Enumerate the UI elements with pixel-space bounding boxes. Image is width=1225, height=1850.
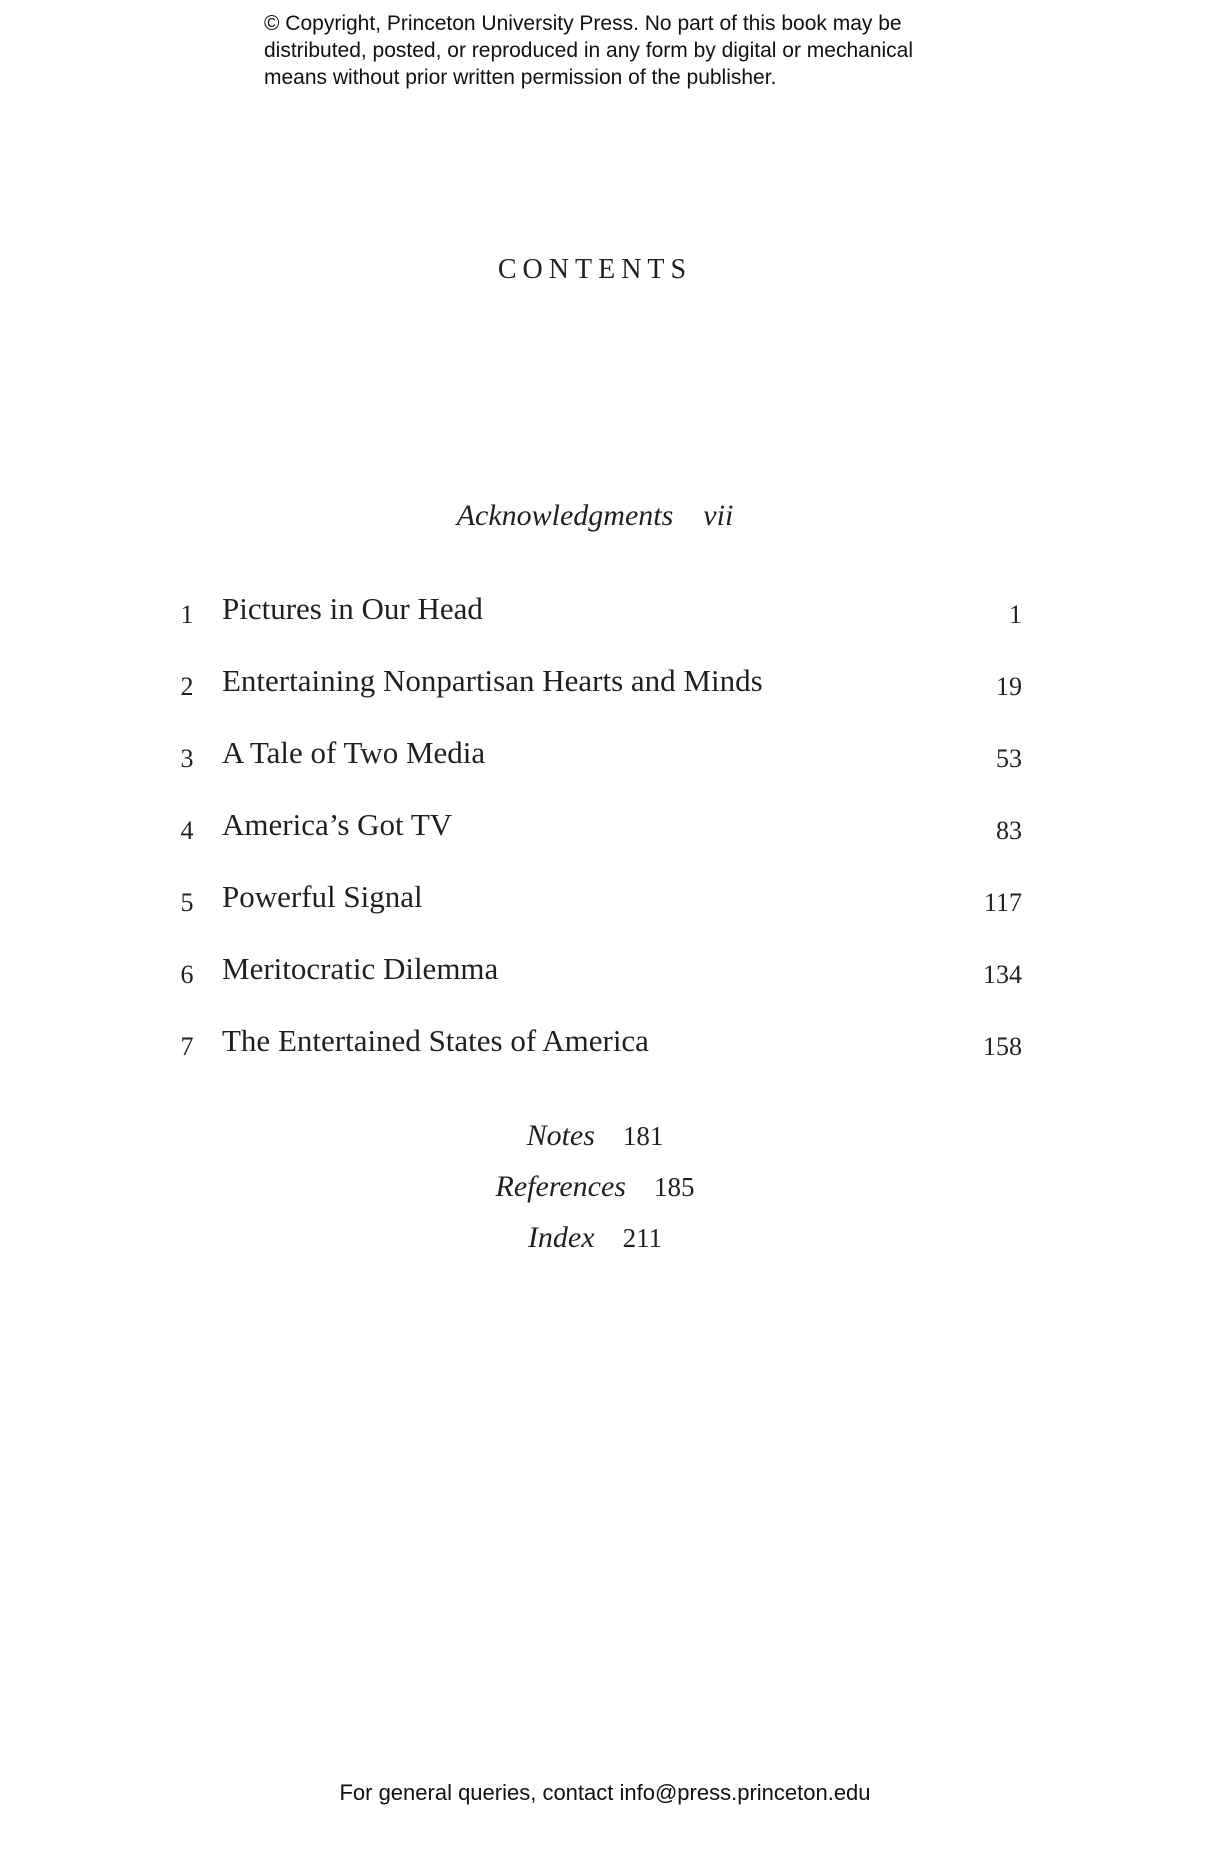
- chapter-entry: [176, 661, 1022, 733]
- copyright-line: distributed, posted, or reproduced in any form by digital or mechanical: [264, 39, 914, 62]
- chapter-number: 3: [180, 744, 194, 773]
- chapter-page: 134: [983, 960, 1022, 989]
- chapter-entry: [176, 733, 1022, 805]
- chapter-number: 6: [180, 960, 194, 989]
- chapter-entry: [176, 1021, 1022, 1093]
- chapter-entry: [176, 877, 1022, 949]
- back-matter-title: References: [495, 1170, 626, 1203]
- chapter-page: 19: [996, 672, 1022, 701]
- toc-entry-title: Acknowledgments: [456, 499, 674, 532]
- chapter-page: 158: [983, 1032, 1022, 1061]
- chapter-number: 1: [180, 600, 194, 629]
- chapter-title: Meritocratic Dilemma: [222, 951, 499, 986]
- chapter-page: 83: [996, 816, 1022, 845]
- chapter-entry: [176, 949, 1022, 1021]
- back-matter-page: 181: [622, 1121, 664, 1151]
- chapter-number: 4: [180, 816, 194, 845]
- chapter-page: 117: [983, 888, 1022, 917]
- chapter-title: Pictures in Our Head: [222, 591, 483, 626]
- chapter-number: 2: [180, 672, 194, 701]
- copyright-line: means without prior written permission of the publisher.: [264, 66, 777, 89]
- back-matter-entry: [0, 1218, 1190, 1269]
- toc-front-matter-entry: [0, 496, 1190, 536]
- copyright-notice: [264, 10, 1024, 91]
- chapter-title: Entertaining Nonpartisan Hearts and Minds: [222, 663, 763, 698]
- chapter-title: Powerful Signal: [222, 879, 423, 914]
- chapter-number: 5: [180, 888, 194, 917]
- back-matter-list: [0, 1116, 1190, 1269]
- chapter-entry: [176, 589, 1022, 661]
- back-matter-page: 211: [622, 1223, 663, 1253]
- footer-contact: For general queries, contact info@press.princeton.edu: [339, 1780, 871, 1805]
- chapter-number: 7: [180, 1032, 194, 1061]
- chapter-title: The Entertained States of America: [222, 1023, 649, 1058]
- copyright-line: © Copyright, Princeton University Press. No part of this book may be: [264, 12, 902, 35]
- chapter-page: 1: [1009, 600, 1022, 629]
- back-matter-entry: [0, 1116, 1190, 1167]
- back-matter-title: Notes: [526, 1119, 595, 1152]
- chapter-list: [176, 589, 1022, 1093]
- chapter-title: A Tale of Two Media: [222, 735, 486, 770]
- chapter-title: America’s Got TV: [222, 807, 453, 842]
- toc-entry-page: vii: [703, 499, 734, 532]
- chapter-page: 53: [996, 744, 1022, 773]
- page-title: CONTENTS: [497, 254, 693, 285]
- back-matter-title: Index: [527, 1221, 595, 1254]
- back-matter-page: 185: [653, 1172, 695, 1202]
- back-matter-entry: [0, 1167, 1190, 1218]
- chapter-entry: [176, 805, 1022, 877]
